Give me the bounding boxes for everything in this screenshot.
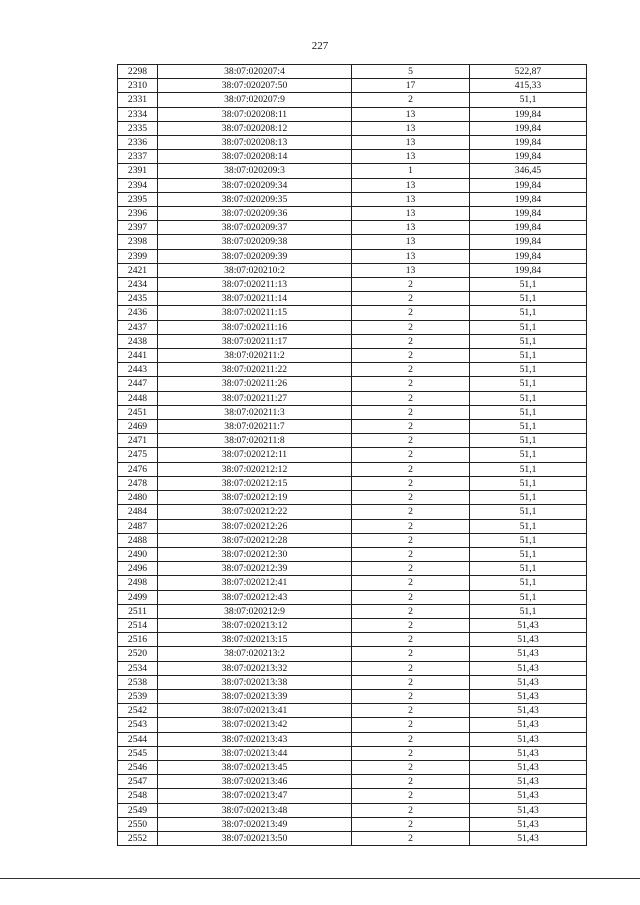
- area-cell: 51,1: [470, 93, 587, 107]
- quantity-cell: 13: [352, 207, 470, 221]
- row-number-cell: 2538: [118, 675, 158, 689]
- cadastral-number-cell: 38:07:020211:8: [158, 434, 352, 448]
- area-cell: 51,1: [470, 349, 587, 363]
- quantity-cell: 2: [352, 775, 470, 789]
- cadastral-number-cell: 38:07:020211:14: [158, 292, 352, 306]
- row-number-cell: 2545: [118, 746, 158, 760]
- row-number-cell: 2397: [118, 221, 158, 235]
- area-cell: 51,43: [470, 718, 587, 732]
- area-cell: 51,43: [470, 732, 587, 746]
- area-cell: 415,33: [470, 79, 587, 93]
- area-cell: 199,84: [470, 263, 587, 277]
- table-row: [118, 533, 587, 547]
- area-cell: 51,1: [470, 604, 587, 618]
- row-number-cell: 2480: [118, 491, 158, 505]
- quantity-cell: 2: [352, 618, 470, 632]
- area-cell: 51,43: [470, 689, 587, 703]
- area-cell: 51,1: [470, 533, 587, 547]
- area-cell: 51,43: [470, 633, 587, 647]
- quantity-cell: 2: [352, 576, 470, 590]
- row-number-cell: 2552: [118, 831, 158, 845]
- cadastral-number-cell: 38:07:020213:15: [158, 633, 352, 647]
- area-cell: 51,43: [470, 760, 587, 774]
- table-row: [118, 420, 587, 434]
- quantity-cell: 13: [352, 221, 470, 235]
- area-cell: 51,1: [470, 363, 587, 377]
- row-number-cell: 2394: [118, 178, 158, 192]
- table-row: [118, 618, 587, 632]
- table-row: [118, 576, 587, 590]
- area-cell: 199,84: [470, 249, 587, 263]
- cadastral-number-cell: 38:07:020211:2: [158, 349, 352, 363]
- cadastral-number-cell: 38:07:020211:3: [158, 405, 352, 419]
- table-row: [118, 391, 587, 405]
- quantity-cell: 13: [352, 249, 470, 263]
- table-row: [118, 590, 587, 604]
- table-row: [118, 604, 587, 618]
- quantity-cell: 2: [352, 817, 470, 831]
- table-row: [118, 775, 587, 789]
- cadastral-number-cell: 38:07:020213:12: [158, 618, 352, 632]
- row-number-cell: 2539: [118, 689, 158, 703]
- cadastral-number-cell: 38:07:020210:2: [158, 263, 352, 277]
- cadastral-number-cell: 38:07:020211:15: [158, 306, 352, 320]
- cadastral-number-cell: 38:07:020212:30: [158, 547, 352, 561]
- cadastral-number-cell: 38:07:020208:12: [158, 121, 352, 135]
- table-row: [118, 292, 587, 306]
- quantity-cell: 17: [352, 79, 470, 93]
- area-cell: 51,1: [470, 547, 587, 561]
- quantity-cell: 13: [352, 263, 470, 277]
- row-number-cell: 2396: [118, 207, 158, 221]
- cadastral-number-cell: 38:07:020213:45: [158, 760, 352, 774]
- cadastral-number-cell: 38:07:020207:50: [158, 79, 352, 93]
- cadastral-number-cell: 38:07:020213:43: [158, 732, 352, 746]
- quantity-cell: 2: [352, 448, 470, 462]
- quantity-cell: 2: [352, 604, 470, 618]
- cadastral-number-cell: 38:07:020213:49: [158, 817, 352, 831]
- table-row: [118, 164, 587, 178]
- area-cell: 51,1: [470, 476, 587, 490]
- area-cell: 51,1: [470, 505, 587, 519]
- quantity-cell: 13: [352, 192, 470, 206]
- area-cell: 51,43: [470, 661, 587, 675]
- cadastral-number-cell: 38:07:020213:41: [158, 704, 352, 718]
- table-row: [118, 93, 587, 107]
- row-number-cell: 2476: [118, 462, 158, 476]
- area-cell: 51,1: [470, 462, 587, 476]
- table-row: [118, 519, 587, 533]
- row-number-cell: 2331: [118, 93, 158, 107]
- row-number-cell: 2438: [118, 334, 158, 348]
- quantity-cell: 2: [352, 689, 470, 703]
- quantity-cell: 2: [352, 633, 470, 647]
- table-row: [118, 562, 587, 576]
- quantity-cell: 5: [352, 65, 470, 79]
- cadastral-number-cell: 38:07:020209:39: [158, 249, 352, 263]
- quantity-cell: 2: [352, 476, 470, 490]
- cadastral-number-cell: 38:07:020213:44: [158, 746, 352, 760]
- row-number-cell: 2334: [118, 107, 158, 121]
- cadastral-number-cell: 38:07:020207:9: [158, 93, 352, 107]
- cadastral-number-cell: 38:07:020211:22: [158, 363, 352, 377]
- cadastral-number-cell: 38:07:020209:36: [158, 207, 352, 221]
- area-cell: 51,43: [470, 675, 587, 689]
- quantity-cell: 2: [352, 675, 470, 689]
- quantity-cell: 2: [352, 519, 470, 533]
- quantity-cell: 2: [352, 505, 470, 519]
- quantity-cell: 2: [352, 831, 470, 845]
- quantity-cell: 2: [352, 803, 470, 817]
- quantity-cell: 2: [352, 405, 470, 419]
- table-row: [118, 349, 587, 363]
- area-cell: 51,1: [470, 434, 587, 448]
- quantity-cell: 2: [352, 547, 470, 561]
- area-cell: 51,43: [470, 746, 587, 760]
- area-cell: 51,1: [470, 448, 587, 462]
- area-cell: 51,1: [470, 405, 587, 419]
- cadastral-number-cell: 38:07:020212:39: [158, 562, 352, 576]
- quantity-cell: 2: [352, 93, 470, 107]
- area-cell: 199,84: [470, 192, 587, 206]
- quantity-cell: 2: [352, 661, 470, 675]
- table-row: [118, 732, 587, 746]
- table-row: [118, 136, 587, 150]
- row-number-cell: 2514: [118, 618, 158, 632]
- row-number-cell: 2421: [118, 263, 158, 277]
- row-number-cell: 2542: [118, 704, 158, 718]
- cadastral-number-cell: 38:07:020208:11: [158, 107, 352, 121]
- table-row: [118, 249, 587, 263]
- table-row: [118, 704, 587, 718]
- cadastral-number-cell: 38:07:020209:35: [158, 192, 352, 206]
- area-cell: 522,87: [470, 65, 587, 79]
- area-cell: 51,1: [470, 278, 587, 292]
- table-row: [118, 718, 587, 732]
- area-cell: 51,1: [470, 306, 587, 320]
- row-number-cell: 2434: [118, 278, 158, 292]
- cadastral-number-cell: 38:07:020213:50: [158, 831, 352, 845]
- quantity-cell: 2: [352, 491, 470, 505]
- area-cell: 51,43: [470, 831, 587, 845]
- data-table: [117, 64, 587, 846]
- table-row: [118, 377, 587, 391]
- row-number-cell: 2437: [118, 320, 158, 334]
- table-row: [118, 831, 587, 845]
- table-row: [118, 491, 587, 505]
- quantity-cell: 2: [352, 704, 470, 718]
- cadastral-number-cell: 38:07:020211:26: [158, 377, 352, 391]
- table-row: [118, 263, 587, 277]
- area-cell: 199,84: [470, 221, 587, 235]
- table-row: [118, 803, 587, 817]
- row-number-cell: 2398: [118, 235, 158, 249]
- row-number-cell: 2435: [118, 292, 158, 306]
- row-number-cell: 2436: [118, 306, 158, 320]
- row-number-cell: 2443: [118, 363, 158, 377]
- table-row: [118, 320, 587, 334]
- cadastral-number-cell: 38:07:020212:28: [158, 533, 352, 547]
- table-row: [118, 221, 587, 235]
- cadastral-number-cell: 38:07:020211:17: [158, 334, 352, 348]
- cadastral-number-cell: 38:07:020211:7: [158, 420, 352, 434]
- quantity-cell: 2: [352, 732, 470, 746]
- row-number-cell: 2336: [118, 136, 158, 150]
- table-row: [118, 817, 587, 831]
- area-cell: 51,43: [470, 789, 587, 803]
- table-row: [118, 107, 587, 121]
- cadastral-number-cell: 38:07:020213:48: [158, 803, 352, 817]
- table-row: [118, 448, 587, 462]
- row-number-cell: 2395: [118, 192, 158, 206]
- table-row: [118, 647, 587, 661]
- cadastral-number-cell: 38:07:020209:37: [158, 221, 352, 235]
- quantity-cell: 2: [352, 647, 470, 661]
- area-cell: 51,1: [470, 562, 587, 576]
- row-number-cell: 2447: [118, 377, 158, 391]
- quantity-cell: 13: [352, 121, 470, 135]
- cadastral-number-cell: 38:07:020209:38: [158, 235, 352, 249]
- quantity-cell: 13: [352, 150, 470, 164]
- row-number-cell: 2448: [118, 391, 158, 405]
- quantity-cell: 13: [352, 235, 470, 249]
- table-row: [118, 760, 587, 774]
- area-cell: 199,84: [470, 107, 587, 121]
- row-number-cell: 2391: [118, 164, 158, 178]
- cadastral-number-cell: 38:07:020211:13: [158, 278, 352, 292]
- row-number-cell: 2547: [118, 775, 158, 789]
- table-row: [118, 235, 587, 249]
- area-cell: 51,1: [470, 576, 587, 590]
- quantity-cell: 2: [352, 590, 470, 604]
- row-number-cell: 2337: [118, 150, 158, 164]
- cadastral-number-cell: 38:07:020212:12: [158, 462, 352, 476]
- area-cell: 199,84: [470, 207, 587, 221]
- table-row: [118, 505, 587, 519]
- quantity-cell: 13: [352, 107, 470, 121]
- area-cell: 346,45: [470, 164, 587, 178]
- table-row: [118, 363, 587, 377]
- quantity-cell: 2: [352, 278, 470, 292]
- cadastral-number-cell: 38:07:020209:34: [158, 178, 352, 192]
- area-cell: 51,43: [470, 803, 587, 817]
- quantity-cell: 13: [352, 136, 470, 150]
- area-cell: 51,1: [470, 320, 587, 334]
- row-number-cell: 2496: [118, 562, 158, 576]
- quantity-cell: 2: [352, 377, 470, 391]
- quantity-cell: 2: [352, 363, 470, 377]
- area-cell: 51,43: [470, 817, 587, 831]
- quantity-cell: 2: [352, 349, 470, 363]
- cadastral-number-cell: 38:07:020211:27: [158, 391, 352, 405]
- cadastral-number-cell: 38:07:020212:22: [158, 505, 352, 519]
- area-cell: 51,1: [470, 377, 587, 391]
- quantity-cell: 2: [352, 533, 470, 547]
- area-cell: 199,84: [470, 136, 587, 150]
- cadastral-number-cell: 38:07:020212:11: [158, 448, 352, 462]
- area-cell: 51,43: [470, 775, 587, 789]
- table-row: [118, 661, 587, 675]
- table-row: [118, 675, 587, 689]
- table-row: [118, 65, 587, 79]
- area-cell: 51,1: [470, 519, 587, 533]
- table-row: [118, 405, 587, 419]
- row-number-cell: 2399: [118, 249, 158, 263]
- row-number-cell: 2544: [118, 732, 158, 746]
- table-row: [118, 207, 587, 221]
- cadastral-number-cell: 38:07:020212:19: [158, 491, 352, 505]
- area-cell: 51,43: [470, 618, 587, 632]
- cadastral-number-cell: 38:07:020213:38: [158, 675, 352, 689]
- table-row: [118, 278, 587, 292]
- quantity-cell: 2: [352, 462, 470, 476]
- area-cell: 199,84: [470, 150, 587, 164]
- row-number-cell: 2484: [118, 505, 158, 519]
- quantity-cell: 1: [352, 164, 470, 178]
- area-cell: 51,1: [470, 292, 587, 306]
- area-cell: 51,1: [470, 391, 587, 405]
- row-number-cell: 2335: [118, 121, 158, 135]
- cadastral-number-cell: 38:07:020213:46: [158, 775, 352, 789]
- area-cell: 51,43: [470, 647, 587, 661]
- row-number-cell: 2546: [118, 760, 158, 774]
- row-number-cell: 2487: [118, 519, 158, 533]
- cadastral-number-cell: 38:07:020212:9: [158, 604, 352, 618]
- cadastral-number-cell: 38:07:020213:39: [158, 689, 352, 703]
- table-row: [118, 306, 587, 320]
- cadastral-number-cell: 38:07:020208:13: [158, 136, 352, 150]
- cadastral-number-cell: 38:07:020212:15: [158, 476, 352, 490]
- quantity-cell: 2: [352, 746, 470, 760]
- table-row: [118, 150, 587, 164]
- cadastral-number-cell: 38:07:020212:43: [158, 590, 352, 604]
- row-number-cell: 2478: [118, 476, 158, 490]
- quantity-cell: 2: [352, 420, 470, 434]
- area-cell: 51,1: [470, 590, 587, 604]
- table-row: [118, 476, 587, 490]
- row-number-cell: 2498: [118, 576, 158, 590]
- page-bottom-rule: [0, 878, 640, 879]
- table-row: [118, 334, 587, 348]
- cadastral-number-cell: 38:07:020207:4: [158, 65, 352, 79]
- quantity-cell: 2: [352, 562, 470, 576]
- quantity-cell: 2: [352, 334, 470, 348]
- table-row: [118, 192, 587, 206]
- row-number-cell: 2310: [118, 79, 158, 93]
- row-number-cell: 2511: [118, 604, 158, 618]
- row-number-cell: 2548: [118, 789, 158, 803]
- table-row: [118, 434, 587, 448]
- row-number-cell: 2475: [118, 448, 158, 462]
- quantity-cell: 2: [352, 292, 470, 306]
- quantity-cell: 2: [352, 718, 470, 732]
- quantity-cell: 13: [352, 178, 470, 192]
- area-cell: 199,84: [470, 235, 587, 249]
- table-row: [118, 689, 587, 703]
- row-number-cell: 2469: [118, 420, 158, 434]
- row-number-cell: 2549: [118, 803, 158, 817]
- cadastral-number-cell: 38:07:020213:2: [158, 647, 352, 661]
- quantity-cell: 2: [352, 789, 470, 803]
- table-row: [118, 79, 587, 93]
- row-number-cell: 2451: [118, 405, 158, 419]
- row-number-cell: 2488: [118, 533, 158, 547]
- cadastral-number-cell: 38:07:020213:42: [158, 718, 352, 732]
- row-number-cell: 2490: [118, 547, 158, 561]
- table-row: [118, 462, 587, 476]
- table-row: [118, 746, 587, 760]
- row-number-cell: 2534: [118, 661, 158, 675]
- cadastral-number-cell: 38:07:020213:47: [158, 789, 352, 803]
- table-row: [118, 178, 587, 192]
- cadastral-number-cell: 38:07:020213:32: [158, 661, 352, 675]
- table-row: [118, 789, 587, 803]
- quantity-cell: 2: [352, 320, 470, 334]
- row-number-cell: 2520: [118, 647, 158, 661]
- area-cell: 51,43: [470, 704, 587, 718]
- cadastral-number-cell: 38:07:020211:16: [158, 320, 352, 334]
- row-number-cell: 2298: [118, 65, 158, 79]
- row-number-cell: 2543: [118, 718, 158, 732]
- row-number-cell: 2550: [118, 817, 158, 831]
- quantity-cell: 2: [352, 434, 470, 448]
- area-cell: 51,1: [470, 334, 587, 348]
- row-number-cell: 2441: [118, 349, 158, 363]
- row-number-cell: 2499: [118, 590, 158, 604]
- table-row: [118, 547, 587, 561]
- cadastral-number-cell: 38:07:020209:3: [158, 164, 352, 178]
- area-cell: 51,1: [470, 420, 587, 434]
- area-cell: 51,1: [470, 491, 587, 505]
- quantity-cell: 2: [352, 306, 470, 320]
- row-number-cell: 2471: [118, 434, 158, 448]
- area-cell: 199,84: [470, 178, 587, 192]
- row-number-cell: 2516: [118, 633, 158, 647]
- area-cell: 199,84: [470, 121, 587, 135]
- table-row: [118, 633, 587, 647]
- quantity-cell: 2: [352, 391, 470, 405]
- quantity-cell: 2: [352, 760, 470, 774]
- cadastral-number-cell: 38:07:020212:26: [158, 519, 352, 533]
- table-body: [118, 65, 587, 846]
- table-row: [118, 121, 587, 135]
- cadastral-number-cell: 38:07:020212:41: [158, 576, 352, 590]
- cadastral-number-cell: 38:07:020208:14: [158, 150, 352, 164]
- page-number: 227: [311, 40, 329, 52]
